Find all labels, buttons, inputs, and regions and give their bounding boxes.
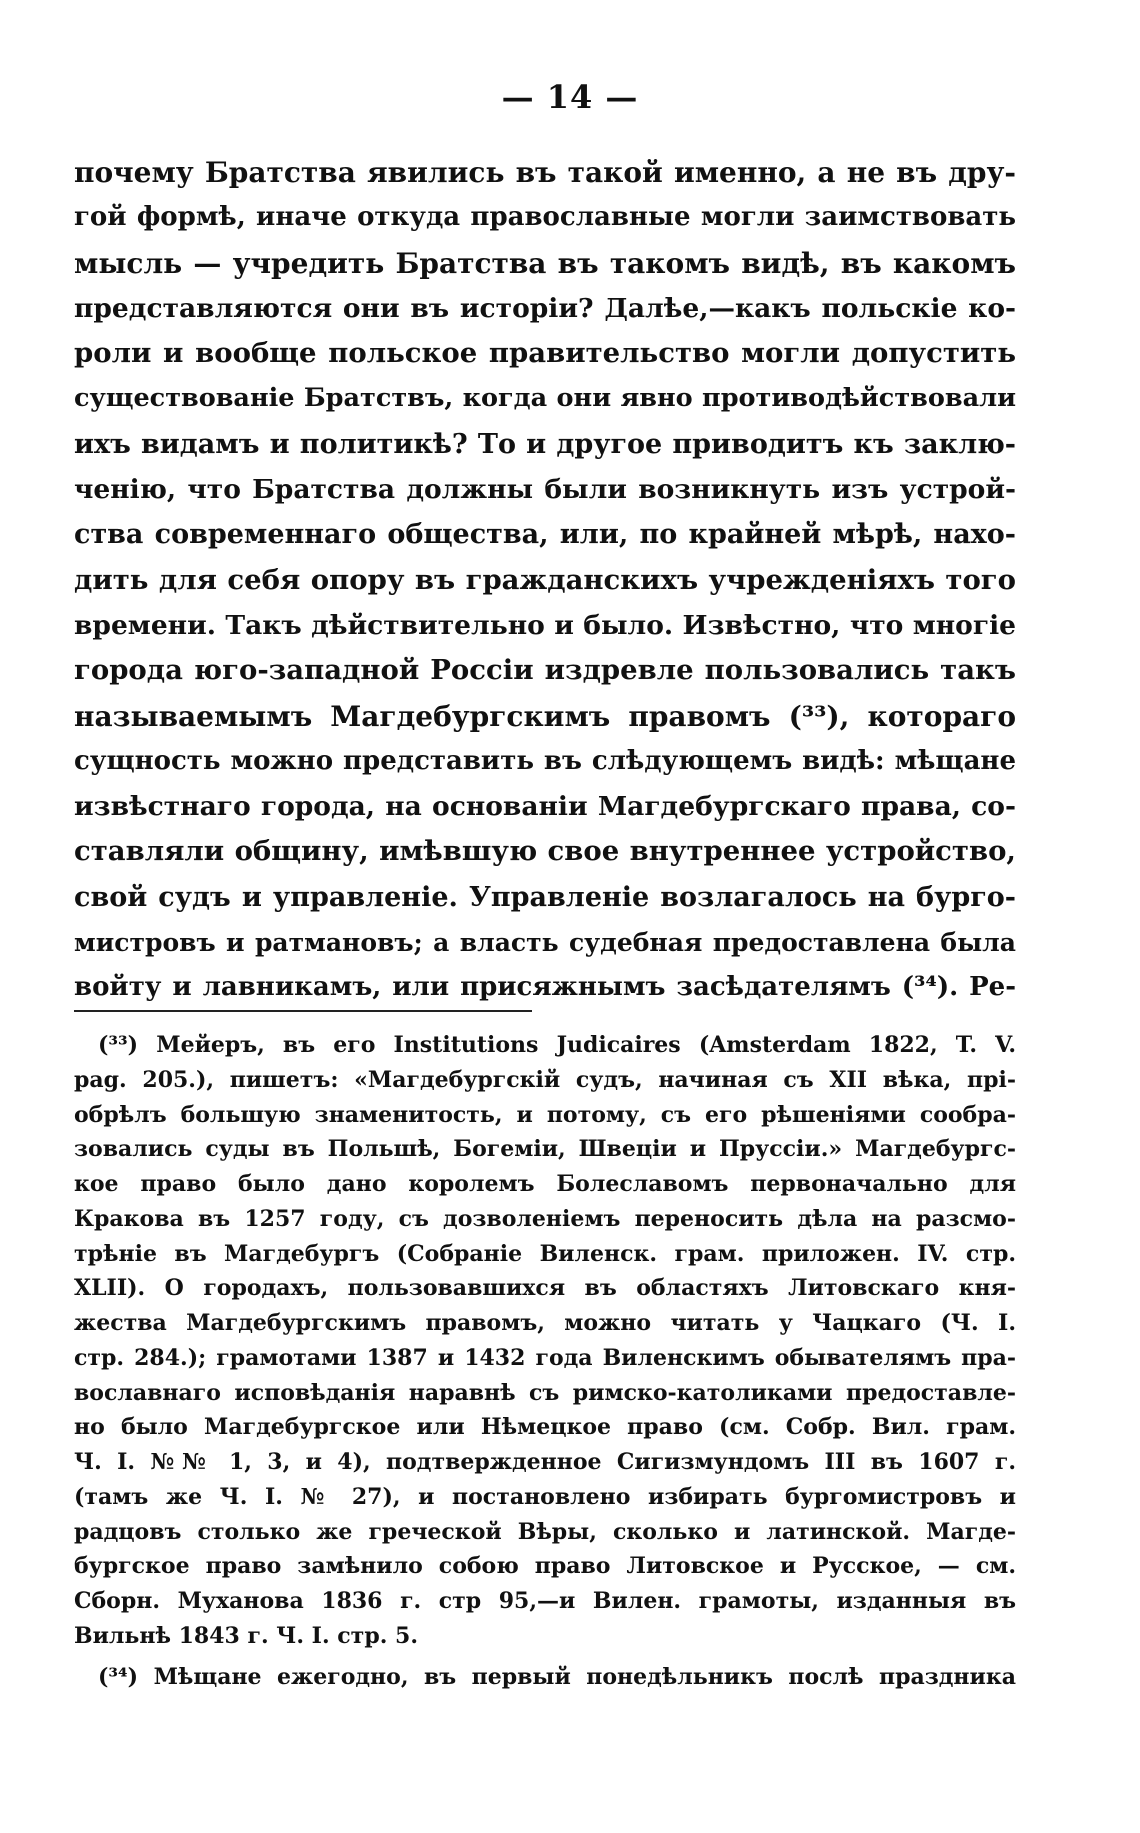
footnote-line: стр. 284.); грамотами 1387 и 1432 года Виленскимъ обывателямъ пра- bbox=[74, 1344, 1016, 1371]
footnote-line: Вильнѣ 1843 г. Ч. I. стр. 5. bbox=[74, 1622, 418, 1649]
text-line: представляются они въ исторіи? Далѣе,—какъ польскіе ко- bbox=[74, 292, 1016, 324]
footnote-line: Кракова въ 1257 году, съ дозволеніемъ переносить дѣла на разсмо- bbox=[74, 1205, 1016, 1232]
text-line: войту и лавникамъ, или присяжнымъ засѣдателямъ (³⁴). Ре- bbox=[74, 972, 1016, 1003]
text-line: ставляли общину, имѣвшую свое внутреннее устройство, bbox=[74, 835, 1016, 868]
text-line: называемымъ Магдебургскимъ правомъ (³³), котораго bbox=[74, 699, 1016, 733]
footnote-line: зовались суды въ Польшѣ, Богеміи, Швеціи и Пруссіи.» Магдебургс- bbox=[74, 1136, 1016, 1163]
text-line: почему Братства явились въ такой именно, а не въ дру- bbox=[74, 156, 1016, 189]
text-line: роли и вообще польское правительство могли допустить bbox=[74, 337, 1016, 370]
footnote-line: pag. 205.), пишетъ: «Магдебургскій судъ, начиная съ XII вѣка, прі- bbox=[74, 1066, 1016, 1093]
text-line: гой формѣ, иначе откуда православные могли заимствовать bbox=[74, 202, 1016, 233]
text-line: ства современнаго общества, или, по крайней мѣрѣ, нахо- bbox=[74, 519, 1016, 551]
text-line: извѣстнаго города, на основаніи Магдебургскаго права, со- bbox=[74, 791, 1016, 823]
text-line: свой судъ и управленіе. Управленіе возлагалось на бурго- bbox=[74, 881, 1016, 913]
footnote-line: XLII). О городахъ, пользовавшихся въ областяхъ Литовскаго кня- bbox=[74, 1275, 1016, 1302]
main-text bbox=[74, 150, 1016, 1011]
footnote-line: Сборн. Муханова 1836 г. стр 95,—и Вилен. грамоты, изданныя въ bbox=[74, 1588, 1016, 1614]
footnotes bbox=[74, 1028, 1016, 1694]
footnote-line: (тамъ же Ч. I. № 27), и постановлено избирать бургомистровъ и bbox=[74, 1483, 1016, 1510]
footnote-line: Ч. I. №№ 1, 3, и 4), подтвержденное Сигизмундомъ III въ 1607 г. bbox=[74, 1449, 1016, 1475]
text-line: ченію, что Братства должны были возникнуть изъ устрой- bbox=[74, 474, 1016, 506]
text-line: сущность можно представить въ слѣдующемъ видѣ: мѣщане bbox=[74, 745, 1016, 776]
footnote-33 bbox=[74, 1028, 1016, 1654]
footnote-line: но было Магдебургское или Нѣмецкое право (см. Собр. Вил. грам. bbox=[74, 1414, 1016, 1441]
footnote-line: вославнаго исповѣданія наравнѣ съ римско-католиками предоставле- bbox=[74, 1379, 1016, 1406]
text-line: дить для себя опору въ гражданскихъ учрежденіяхъ того bbox=[74, 563, 1016, 596]
page-number: — 14 — bbox=[501, 78, 639, 116]
text-line: мистровъ и ратмановъ; а власть судебная предоставлена была bbox=[74, 928, 1016, 958]
footnote-line: бургское право замѣнило собою право Литовское и Русское, — см. bbox=[74, 1553, 1016, 1580]
footnote-line: радцовъ столько же греческой Вѣры, сколько и латинской. Магде- bbox=[74, 1518, 1016, 1545]
text-line: ихъ видамъ и политикѣ? То и другое приводитъ къ заклю- bbox=[74, 428, 1016, 460]
footnote-separator bbox=[74, 1010, 532, 1012]
footnote-34 bbox=[74, 1660, 1016, 1695]
footnote-line: жества Магдебургскимъ правомъ, можно читать у Чацкаго (Ч. I. bbox=[74, 1310, 1016, 1336]
text-line: мысль — учредить Братства въ такомъ видѣ, въ какомъ bbox=[74, 246, 1016, 280]
text-line: времени. Такъ дѣйствительно и было. Извѣстно, что многіе bbox=[74, 609, 1016, 641]
footnote-line: обрѣлъ большую знаменитость, и потому, съ его рѣшеніями сообра- bbox=[74, 1101, 1016, 1128]
footnote-line: трѣніе въ Магдебургъ (Собраніе Виленск. грам. приложен. IV. стр. bbox=[74, 1240, 1016, 1267]
footnote-line: (³⁴) Мѣщане ежегодно, въ первый понедѣльникъ послѣ праздника bbox=[98, 1663, 1016, 1690]
footnote-line: кое право было дано королемъ Болеславомъ первоначально для bbox=[74, 1171, 1016, 1197]
text-line: города юго-западной Россіи издревле пользовались такъ bbox=[74, 654, 1016, 687]
footnote-line: (³³) Мейеръ, въ его Institutions Judicaires (Amsterdam 1822, T. V. bbox=[98, 1032, 1016, 1058]
text-line: существованіе Братствъ, когда они явно противодѣйствовали bbox=[74, 383, 1016, 414]
